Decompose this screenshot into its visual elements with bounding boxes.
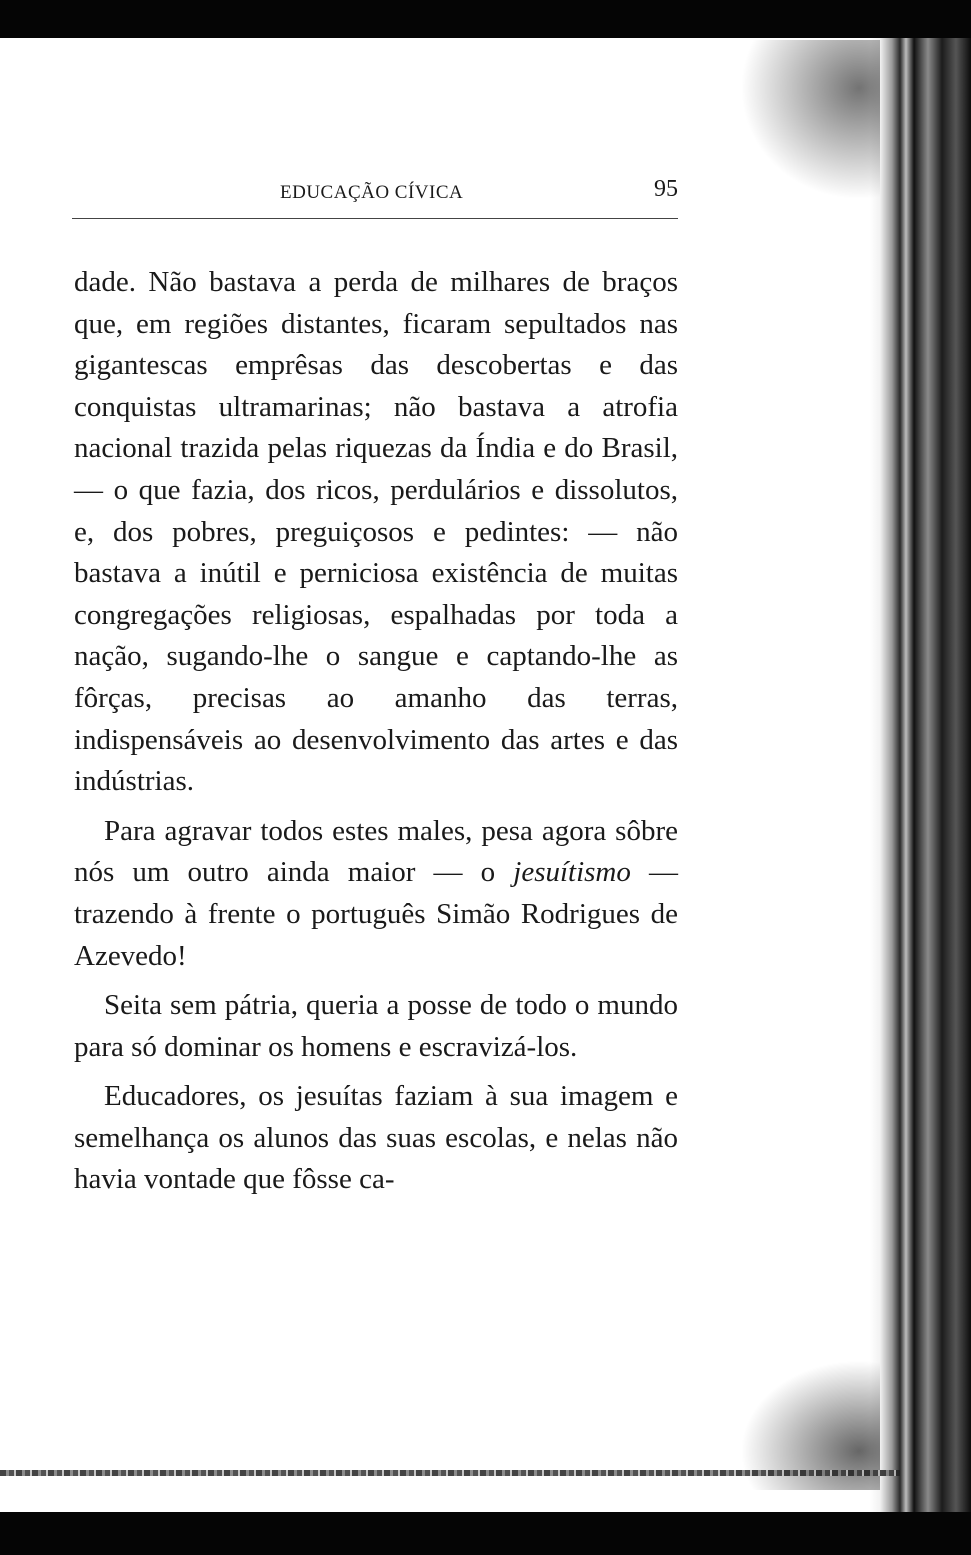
paragraph-3: Seita sem pátria, queria a posse de todo o mundo para só dominar os homens e escravizá-los. xyxy=(74,989,678,1063)
paragraph-2-end: — trazendo à frente o português Simão Rodrigues de Azevedo! xyxy=(74,856,678,972)
running-head: EDUCAÇÃO CÍVICA xyxy=(280,182,464,203)
book-spine-shadow xyxy=(870,38,971,1512)
scan-border-bottom xyxy=(0,1512,971,1555)
paragraph-4: Educadores, os jesuítas faziam à sua imagem e semelhança os alunos das suas escolas, e nelas não havia vontade que fôsse ca- xyxy=(74,1080,678,1196)
page-header xyxy=(72,172,678,212)
header-rule xyxy=(72,218,678,219)
body-text xyxy=(74,262,678,1209)
scan-border-top xyxy=(0,0,971,38)
scan-noise-top xyxy=(740,40,880,200)
page-number: 95 xyxy=(654,176,678,202)
paragraph-1: dade. Não bastava a perda de milhares de braços que, em regiões distantes, ficaram sepultados nas gigantescas emprêsas das descobertas e das conquistas ultramarinas; não bastava a atrofia nacional trazida pelas riquezas da Índia e do Brasil, — o que fazia, dos ricos, perdulários e dissolutos, e, dos pobres, preguiçosos e pedintes: — não bastava a inútil e perniciosa existência de muitas congregações religiosas, espalhadas por toda a nação, sugando-lhe o sangue e captando-lhe as fôrças, precisas ao amanho das terras, indispensáveis ao desenvolvimento das artes e das indústrias. xyxy=(74,266,678,798)
scan-bottom-edge xyxy=(0,1470,900,1476)
paragraph-2 xyxy=(74,811,678,977)
paragraph-2-start: Para agravar todos estes males, pesa agora sôbre nós um outro ainda maior — o xyxy=(74,814,678,889)
italic-term: jesuítismo xyxy=(513,856,631,889)
